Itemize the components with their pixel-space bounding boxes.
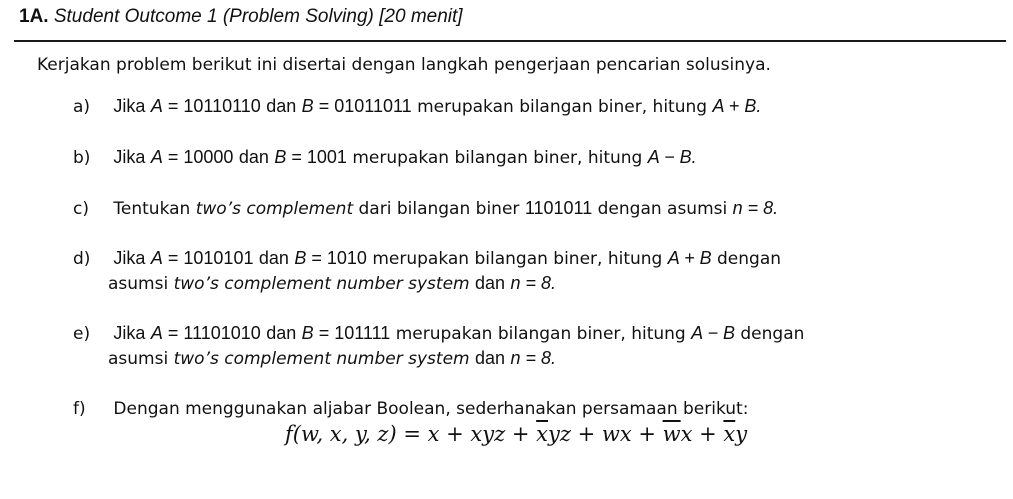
text: Tentukan	[113, 199, 191, 219]
value-b: 1001	[306, 147, 347, 167]
section-number: 1A.	[19, 6, 49, 27]
equals: =	[318, 323, 330, 343]
section-heading	[19, 6, 463, 28]
condition: n = 8.	[732, 198, 779, 218]
text: merupakan bilangan biner, hitung	[372, 249, 663, 269]
variable-b: B	[301, 323, 314, 343]
question-e	[73, 321, 804, 371]
question-a	[73, 94, 761, 119]
text: Jika	[113, 248, 146, 268]
operation: A − B	[691, 323, 735, 343]
equation-part: yz + wx +	[547, 422, 663, 446]
question-c	[73, 196, 778, 221]
variable-a: A	[150, 323, 163, 343]
text: dan	[266, 96, 297, 116]
value-b: 101111	[334, 323, 391, 343]
question-label: a)	[73, 97, 91, 117]
condition: n = 8.	[510, 348, 557, 368]
boolean-equation	[285, 422, 747, 446]
text: dan	[475, 348, 506, 368]
value-a: 10000	[183, 147, 234, 167]
condition: n = 8.	[510, 273, 557, 293]
operation: A + B	[667, 248, 712, 268]
variable-a: A	[150, 248, 163, 268]
question-label: f)	[73, 399, 86, 419]
variable-a: A	[150, 147, 163, 167]
question-label: c)	[73, 199, 89, 219]
x-complement: $\overline{x}$	[723, 422, 736, 446]
text: dengan asumsi	[597, 199, 728, 219]
equals: =	[311, 248, 322, 268]
equals: =	[167, 147, 179, 167]
equals: =	[167, 323, 179, 343]
emphasis-text: two’s complement	[195, 199, 354, 219]
value-b: 01011011	[334, 96, 412, 116]
value-a: 10110110	[183, 96, 261, 116]
binary-number: 1101011	[524, 198, 593, 218]
w-complement: $\overline{w}$	[662, 422, 681, 446]
variable-b: B	[274, 147, 287, 167]
question-b	[73, 145, 697, 170]
equation-part: y	[735, 422, 748, 446]
text: dan	[266, 323, 297, 343]
text: dan	[258, 248, 289, 268]
value-a: 1010101	[183, 248, 254, 268]
operation: A + B.	[712, 96, 762, 116]
equals: =	[291, 147, 302, 167]
question-label: b)	[73, 148, 91, 168]
text: dengan	[740, 324, 805, 344]
text: asumsi	[108, 349, 169, 369]
text: Jika	[113, 96, 146, 116]
equation-part: f(w, x, y, z) = x + xyz +	[285, 422, 537, 446]
text: dan	[238, 147, 269, 167]
equals: =	[318, 96, 330, 116]
equals: =	[167, 96, 179, 116]
instruction-text: Kerjakan problem berikut ini disertai dengan langkah pengerjaan pencarian solusinya.	[37, 55, 771, 75]
text: Dengan menggunakan aljabar Boolean, sederhanakan persamaan berikut:	[113, 399, 749, 419]
x-complement: $\overline{x}$	[536, 422, 548, 446]
text: asumsi	[108, 274, 169, 294]
text: Jika	[113, 323, 146, 343]
variable-b: B	[294, 248, 307, 268]
variable-b: B	[301, 96, 314, 116]
value-b: 1010	[326, 248, 367, 268]
text: dari bilangan biner	[358, 199, 520, 219]
text: merupakan bilangan biner, hitung	[395, 324, 686, 344]
text: dan	[475, 273, 506, 293]
text: merupakan bilangan biner, hitung	[417, 97, 708, 117]
operation: A − B.	[647, 147, 697, 167]
question-f	[73, 397, 748, 421]
question-label: e)	[73, 324, 91, 344]
value-a: 11101010	[183, 323, 261, 343]
equals: =	[167, 248, 179, 268]
emphasis-text: two’s complement number system	[173, 349, 470, 369]
text: Jika	[113, 147, 146, 167]
emphasis-text: two’s complement number system	[173, 274, 470, 294]
text: merupakan bilangan biner, hitung	[352, 148, 643, 168]
question-label: d)	[73, 249, 91, 269]
variable-a: A	[150, 96, 163, 116]
section-title: Student Outcome 1 (Problem Solving) [20 menit]	[53, 6, 463, 27]
question-d	[73, 246, 781, 296]
divider	[14, 40, 1006, 42]
equation-part: x +	[680, 422, 724, 446]
text: dengan	[717, 249, 782, 269]
